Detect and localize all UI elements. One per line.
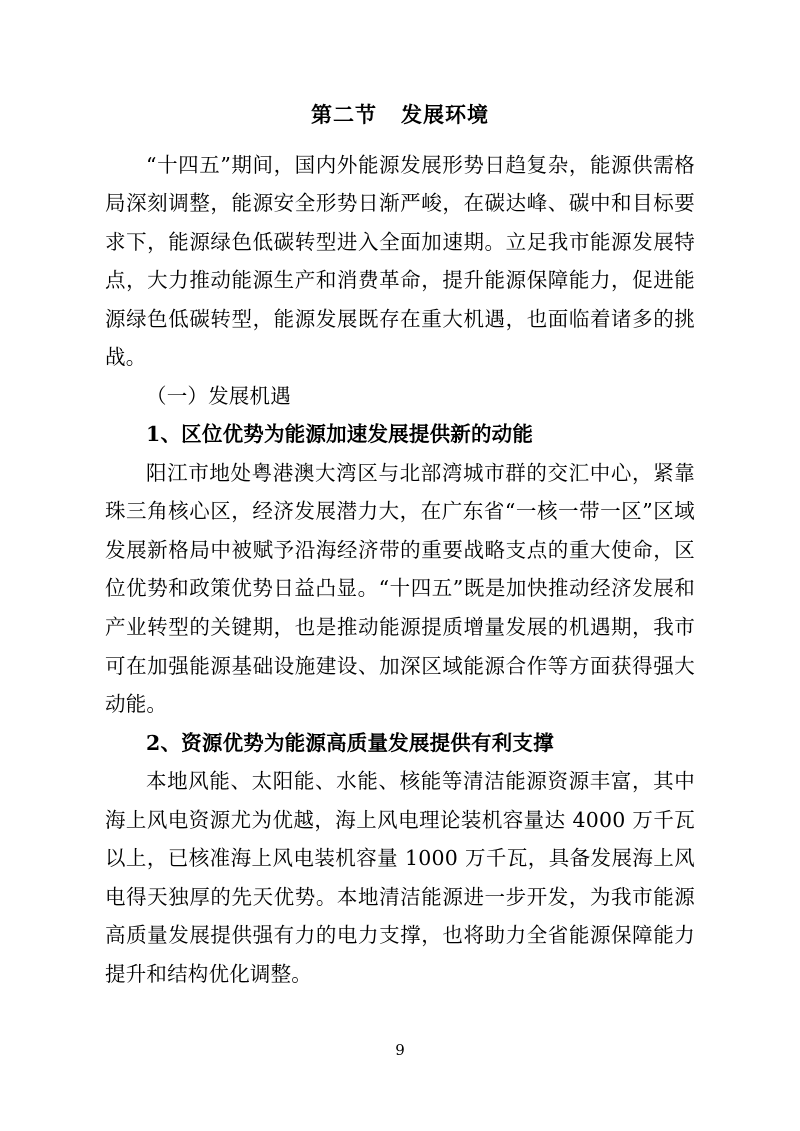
section-heading	[105, 98, 695, 132]
page-content	[105, 98, 695, 993]
section-heading-label: 第二节	[311, 102, 377, 127]
page-number: 9	[395, 1041, 405, 1059]
heading-resource-advantage: 2、资源优势为能源高质量发展提供有利支撑	[146, 730, 554, 755]
subheading-opportunities: （一）发展机遇	[146, 383, 291, 408]
paragraph-intro: “十四五”期间，国内外能源发展形势日趋复杂，能源供需格局深刻调整，能源安全形势日渐严峻，在碳达峰、碳中和目标要求下，能源绿色低碳转型进入全面加速期。立足我市能源发展特点，大力推动能源生产和消费革命，提升能源保障能力，促进能源绿色低碳转型，能源发展既存在重大机遇，也面临着诸多的挑战。	[105, 152, 695, 370]
section-heading-title: 发展环境	[401, 102, 489, 127]
heading-location-advantage: 1、区位优势为能源加速发展提供新的动能	[146, 422, 534, 447]
paragraph-resource-advantage: 本地风能、太阳能、水能、核能等清洁能源资源丰富，其中海上风电资源尤为优越，海上风电理论装机容量达 4000 万千瓦以上，已核准海上风电装机容量 1000 万千瓦，具备发展海上风电得天独厚的先天优势。本地清洁能源进一步开发，为我市能源高质量发展提供强有力的电力支撑，也将助力全省能源保障能力提升和结构优化调整。	[105, 769, 695, 986]
paragraph-location-advantage: 阳江市地处粤港澳大湾区与北部湾城市群的交汇中心，紧靠珠三角核心区，经济发展潜力大，在广东省“一核一带一区”区域发展新格局中被赋予沿海经济带的重要战略支点的重大使命，区位优势和政策优势日益凸显。“十四五”既是加快推动经济发展和产业转型的关键期，也是推动能源提质增量发展的机遇期，我市可在加强能源基础设施建设、加深区域能源合作等方面获得强大动能。	[105, 460, 695, 717]
